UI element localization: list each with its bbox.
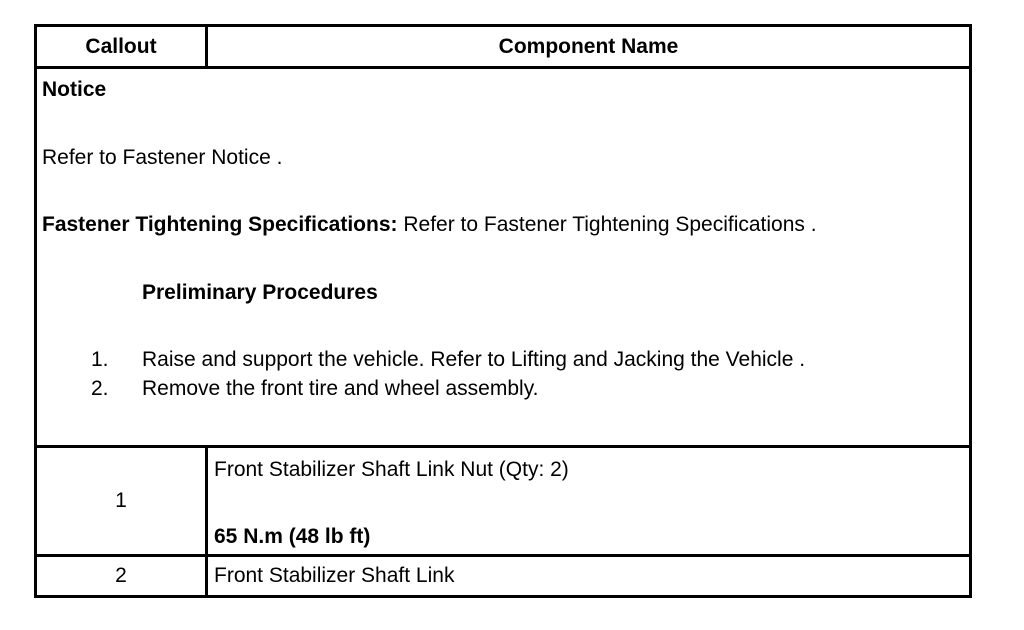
component-name: Front Stabilizer Shaft Link — [214, 564, 455, 587]
table-header-row — [37, 27, 969, 69]
callout-header: Callout — [37, 27, 208, 66]
callout-cell: 1 — [37, 448, 208, 554]
component-cell — [208, 448, 969, 554]
notice-text — [42, 146, 282, 170]
fastener-notice-text: Refer to Fastener Notice . — [42, 146, 283, 169]
component-cell — [208, 557, 969, 595]
spec-line — [42, 213, 817, 237]
spec-label: Fastener Tightening Specifications: — [42, 213, 398, 236]
spec-text: Refer to Fastener Tightening Specifications . — [397, 213, 817, 236]
notice-title: Notice — [42, 78, 107, 101]
table-row — [37, 557, 969, 595]
torque-spec: 65 N.m (48 lb ft) — [214, 525, 371, 548]
component-name: Front Stabilizer Shaft Link Nut (Qty: 2) — [214, 458, 569, 481]
step-2-text: Remove the front tire and wheel assembly. — [142, 377, 539, 400]
component-name-header: Component Name — [498, 34, 679, 58]
callout-cell: 2 — [37, 557, 208, 595]
step-1-text: Raise and support the vehicle. Refer to Lifting and Jacking the Vehicle . — [142, 348, 806, 371]
component-table — [34, 24, 972, 598]
preliminary-title: Preliminary Procedures — [142, 281, 378, 304]
table-row — [37, 448, 969, 557]
step-2-number: 2. — [91, 377, 109, 400]
notice-block — [37, 69, 969, 448]
step-1-number: 1. — [91, 348, 109, 371]
